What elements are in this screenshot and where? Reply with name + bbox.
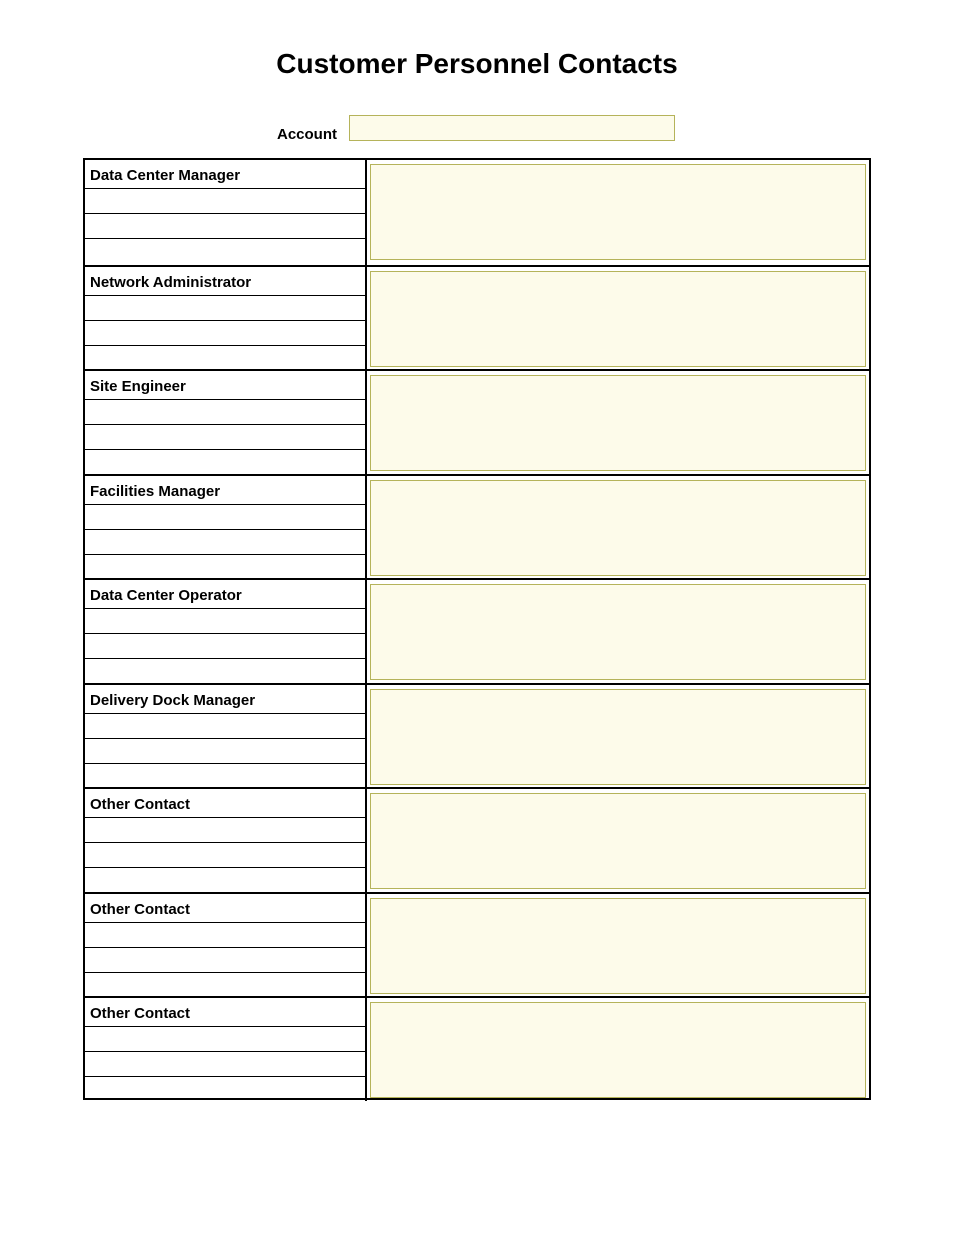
- contact-role-label: Site Engineer: [90, 378, 186, 395]
- contact-lines: [85, 476, 367, 579]
- contact-line-input[interactable]: [85, 634, 365, 658]
- contact-line-input[interactable]: [85, 714, 365, 738]
- contact-line-input[interactable]: [85, 239, 365, 264]
- contact-section: [85, 683, 869, 788]
- contact-notes-field[interactable]: [370, 793, 866, 889]
- contact-section: [85, 787, 869, 892]
- contact-line-input[interactable]: [85, 296, 365, 320]
- contact-line-input[interactable]: [85, 973, 365, 998]
- contact-line-input[interactable]: [85, 1027, 365, 1051]
- contact-notes-field[interactable]: [370, 271, 866, 367]
- contact-role-label: Data Center Operator: [90, 587, 242, 604]
- contact-role-label: Other Contact: [90, 900, 191, 918]
- contact-line-input[interactable]: [85, 659, 365, 684]
- contact-line-input[interactable]: [85, 818, 365, 842]
- contact-lines: [85, 267, 367, 370]
- contact-role-header: [85, 685, 365, 714]
- contact-role-header: [85, 267, 365, 296]
- contact-role-label: Facilities Manager: [90, 482, 221, 500]
- contact-role-header: [85, 789, 365, 818]
- contact-line-input[interactable]: [85, 868, 365, 893]
- contact-lines: [85, 160, 367, 265]
- contact-line-input[interactable]: [85, 346, 365, 371]
- page-title: Customer Personnel Contacts: [276, 48, 678, 79]
- contact-role-header: [85, 998, 365, 1027]
- contact-notes-field[interactable]: [370, 898, 866, 994]
- contact-notes-field[interactable]: [370, 584, 866, 680]
- contact-section: [85, 265, 869, 370]
- contact-role-label: Delivery Dock Manager: [90, 691, 256, 709]
- contact-line-input[interactable]: [85, 189, 365, 213]
- contact-line-input[interactable]: [85, 609, 365, 633]
- contact-line-input[interactable]: [85, 764, 365, 789]
- contact-line-input[interactable]: [85, 555, 365, 580]
- contact-line-input[interactable]: [85, 843, 365, 867]
- contact-line-input[interactable]: [85, 321, 365, 345]
- contact-section: [85, 578, 869, 683]
- contact-line-input[interactable]: [85, 739, 365, 763]
- contact-line-input[interactable]: [85, 948, 365, 972]
- contact-notes-field[interactable]: [370, 164, 866, 260]
- contact-role-label: Network Administrator: [90, 273, 252, 291]
- contact-role-label: Data Center Manager: [90, 167, 241, 184]
- contact-section: [85, 892, 869, 997]
- contact-section: [85, 996, 869, 1101]
- contact-role-header: [85, 894, 365, 923]
- contact-section: [85, 369, 869, 474]
- contact-line-input[interactable]: [85, 450, 365, 475]
- contact-role-header: [85, 580, 365, 609]
- contact-section: [85, 160, 869, 265]
- contact-notes-field[interactable]: [370, 375, 866, 471]
- account-label: Account: [277, 126, 337, 143]
- contact-line-input[interactable]: [85, 425, 365, 449]
- contact-section: [85, 474, 869, 579]
- contact-role-label: Other Contact: [90, 1005, 191, 1022]
- contacts-table: [83, 158, 871, 1100]
- contact-lines: [85, 580, 367, 683]
- contact-lines: [85, 789, 367, 892]
- contact-role-header: [85, 371, 365, 400]
- contact-line-input[interactable]: [85, 923, 365, 947]
- contact-line-input[interactable]: [85, 530, 365, 554]
- contact-role-header: [85, 160, 365, 189]
- contact-line-input[interactable]: [85, 400, 365, 424]
- contact-lines: [85, 685, 367, 788]
- account-input[interactable]: [349, 115, 675, 141]
- contact-role-label: Other Contact: [90, 796, 191, 813]
- contact-lines: [85, 894, 367, 997]
- contact-notes-field[interactable]: [370, 689, 866, 785]
- contact-lines: [85, 371, 367, 474]
- contact-line-input[interactable]: [85, 214, 365, 238]
- contact-lines: [85, 998, 367, 1101]
- contact-line-input[interactable]: [85, 1052, 365, 1076]
- contact-role-header: [85, 476, 365, 505]
- contact-line-input[interactable]: [85, 505, 365, 529]
- contact-notes-field[interactable]: [370, 1002, 866, 1098]
- contact-line-input[interactable]: [85, 1077, 365, 1102]
- contact-notes-field[interactable]: [370, 480, 866, 576]
